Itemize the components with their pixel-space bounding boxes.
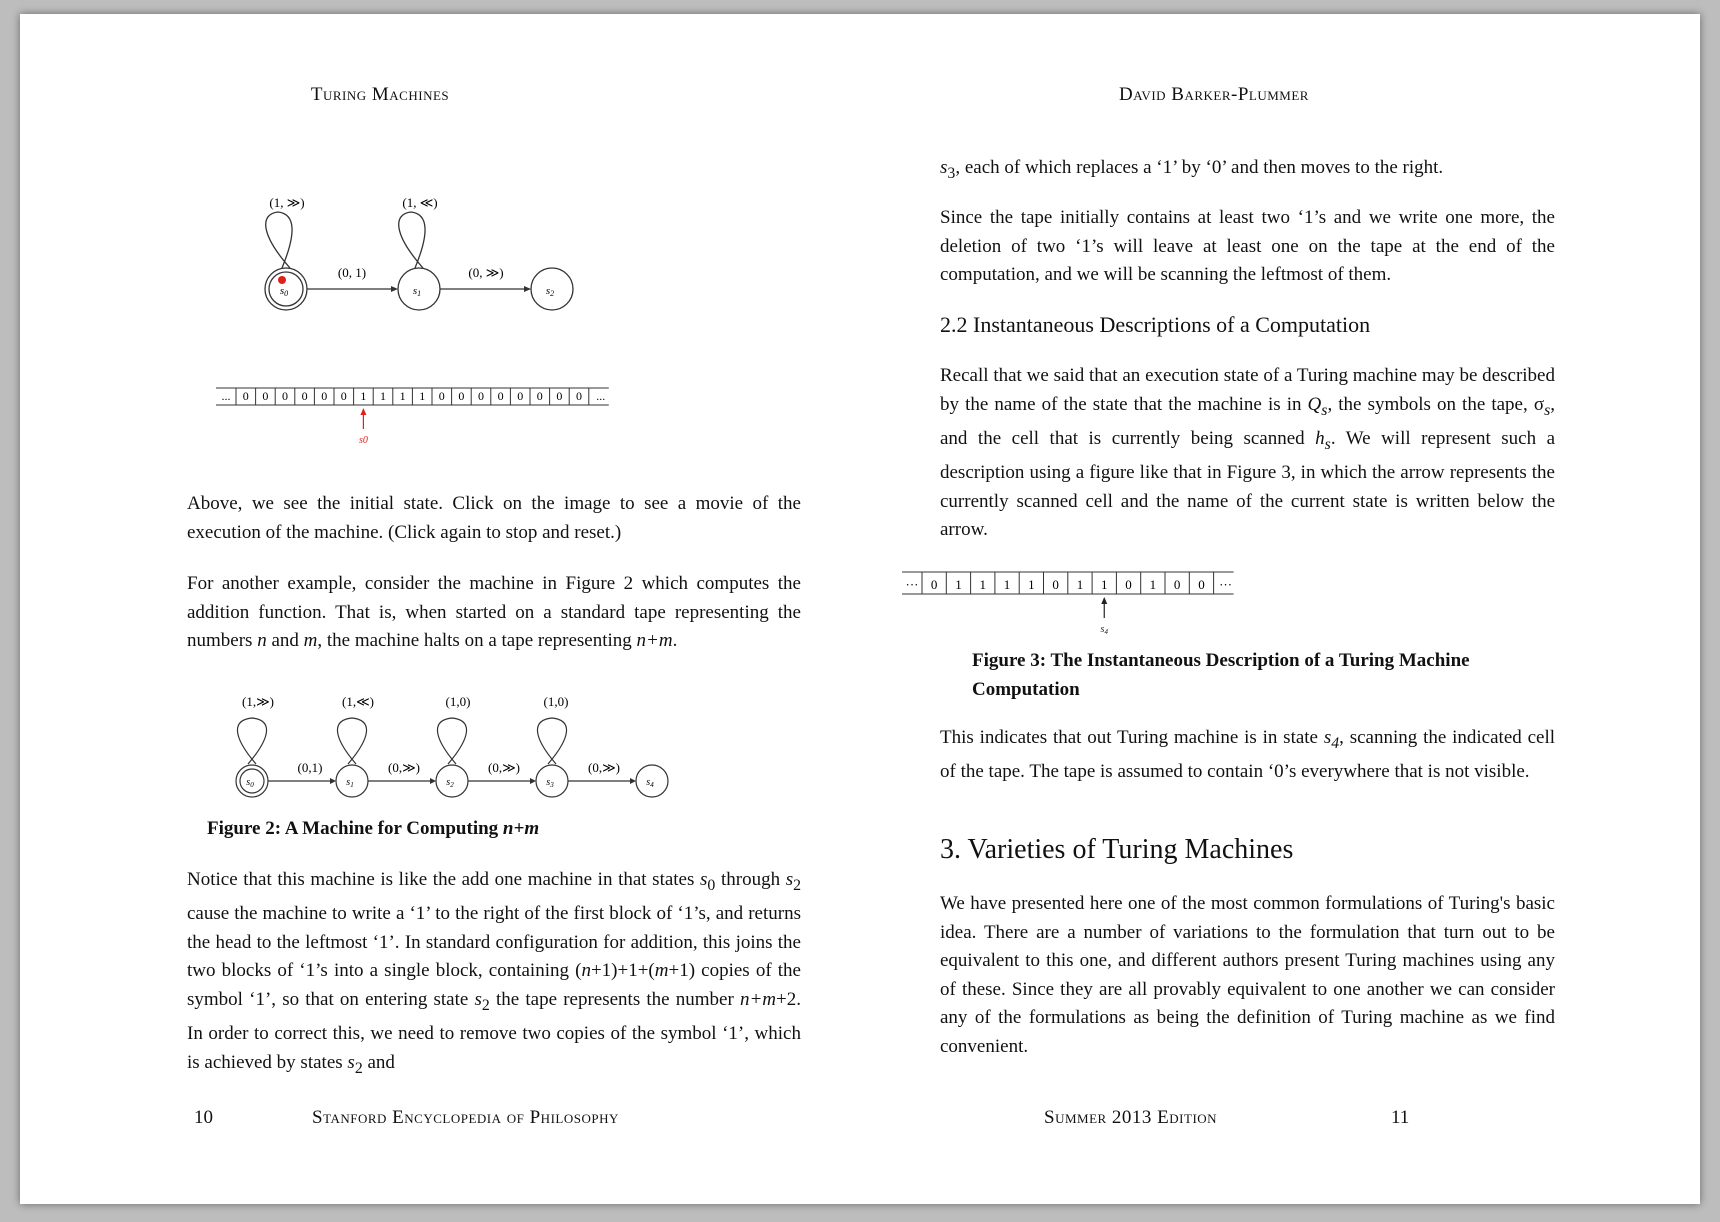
paragraph-recall: Recall that we said that an execution state of a Turing machine may be described by the name of the state that the machine is in $Q_s$, the symbols on the tape, $\sigma_s$, and the cell that is currently being scanned $h_s$. We will represent such a description using a figure like that in Figure 3, in which the arrow represents the currently scanned cell and the name of the current state is written below the arrow. <box>940 365 1556 541</box>
tape3-cell: 1 <box>1101 577 1108 592</box>
figure-3-caption: Figure 3: The Instantaneous Description of a Turing Machine Computation <box>972 650 1470 700</box>
tape1-cell: 0 <box>458 389 465 403</box>
heading-instantaneous-descriptions: 2.2 Instantaneous Descriptions of a Computation <box>940 312 1371 337</box>
running-head-right: David Barker-Plummer <box>1119 84 1309 105</box>
paragraph-notice: Notice that this machine is like the add one machine in that states $s_0$ through $s_2$ cause the machine to write a ‘1’ to the right of the first block of ‘1’s, and returns the head to the leftmost ‘1’. In standard configuration for addition, this joins the two blocks of ‘1’s into a single block, containing (n+1)+1+(m+1) copies of the symbol ‘1’, so that on entering state $s_2$ the tape represents the number n+m+2. In order to correct this, we need to remove two copies of the symbol ‘1’, which is achieved by states $s_2$ and <box>187 869 802 1077</box>
figure-3-tape <box>860 562 1700 642</box>
fig2-loop-label-1: (1,≪) <box>341 694 375 709</box>
tape1-head-label: s0 <box>358 435 368 446</box>
fig2-loop-label-2: (1,0) <box>445 694 471 709</box>
figure-1-state-diagram[interactable] <box>20 164 860 298</box>
tape3-cell: 0 <box>1173 577 1181 592</box>
svg-text:s2: $s_2$ <box>446 777 454 789</box>
fig2-transition-label-1: (0,≫) <box>387 760 421 775</box>
paragraph-formulations: We have presented here one of the most common formulations of Turing's basic idea. There are a number of variations to the formulation that turn out to be equivalent to this one, and different authors present Turing machines using any of these. Since they are all provably equivalent to one another we can consider any of the formulations as being the definition of Turing machine as we find convenient. <box>940 893 1555 1057</box>
tape1-ellipsis-left: ... <box>221 389 231 403</box>
tape3-cell: 0 <box>1198 577 1205 592</box>
paragraph-initial-state: Above, we see the initial state. Click on the image to see a movie of the execution of the machine. (Click again to stop and reset.) <box>187 493 801 543</box>
svg-text:s4: $s_4$ <box>646 777 654 789</box>
tape3-cell: 1 <box>1003 577 1011 592</box>
tape1-cell: 0 <box>321 389 328 403</box>
paragraph-tape-deletion: Since the tape initially contains at least two ‘1’s and we write one more, the deletion of two ‘1’s will leave at least one on the tape at the end of the computation, and we will be scanning the leftmost of them. <box>940 207 1555 285</box>
figure-2-caption: Figure 2: A Machine for Computing n+m <box>207 818 540 839</box>
tape1-cell: 0 <box>242 389 249 403</box>
book-spread <box>20 14 1700 1204</box>
loop-label-s0: (1, ≫) <box>269 195 305 210</box>
heading-varieties: 3. Varieties of Turing Machines <box>940 834 1294 865</box>
tape1-cell: 0 <box>262 389 269 403</box>
footer-title-right: Summer 2013 Edition <box>1044 1107 1218 1128</box>
tape3-head-arrowhead <box>1101 597 1107 604</box>
svg-text:s2: s2 <box>545 285 555 298</box>
fig2-transition-label-0: (0,1) <box>297 760 323 775</box>
state-label-s2: s <box>545 285 551 297</box>
tape1-ellipsis-right: ... <box>596 389 606 403</box>
tape1-cell: 0 <box>478 389 484 403</box>
tape3-ellipsis-left: ··· <box>905 577 919 592</box>
svg-text:s1: s1 <box>412 285 422 298</box>
svg-text:s0: $s_0$ <box>246 777 254 789</box>
tape1-cell: 1 <box>380 389 386 403</box>
right-page <box>860 14 1700 1204</box>
transition-label-s1-s2: (0, ≫) <box>468 265 504 280</box>
tape1-cell: 0 <box>438 389 445 403</box>
tape1-cell: 1 <box>360 389 367 403</box>
tape3-cell: 1 <box>1076 577 1084 592</box>
loop-s1 <box>399 212 425 268</box>
tape3-cell: 0 <box>1052 577 1059 592</box>
tape1-cell: 0 <box>556 389 563 403</box>
tape1-cell: 0 <box>497 389 504 403</box>
paragraph-state-s4: This indicates that out Turing machine is in state $s_4$, scanning the indicated cell of the tape. The tape is assumed to contain ‘0’s everywhere that is not visible. <box>940 727 1556 783</box>
figure-1-tape[interactable] <box>20 374 860 444</box>
transition-label-s0-s1: (0, 1) <box>337 265 367 280</box>
tape3-head-label: $s_4$ <box>1100 624 1108 636</box>
fig2-state-s3: s <box>546 777 551 788</box>
svg-text:s0: s0 <box>279 285 289 298</box>
tape1-cell: 0 <box>576 389 582 403</box>
tape1-cell: 0 <box>301 389 308 403</box>
tape3-cell: 1 <box>979 577 986 592</box>
state-label-s0: s <box>279 285 285 297</box>
tape3-cell: 0 <box>930 577 938 592</box>
footer-title-left: Stanford Encyclopedia of Philosophy <box>312 1107 619 1128</box>
tape1-cell: 1 <box>419 389 426 403</box>
tape3-cell: 0 <box>1125 577 1132 592</box>
left-page <box>20 14 860 1204</box>
loop-s0 <box>266 212 292 268</box>
paragraph-addition-example: For another example, consider the machine in Figure 2 which computes the addition function. That is, when started on a standard tape representing the numbers n and m, the machine halts on a tape representing n+m. <box>187 573 801 651</box>
svg-text:s3: $s_3$ <box>546 777 554 789</box>
tape1-cell: 0 <box>282 389 288 403</box>
paragraph-s3: $s_3$, each of which replaces a ‘1’ by ‘0’ and then moves to the right. <box>940 157 1444 182</box>
fig2-transition-label-3: (0,≫) <box>587 760 621 775</box>
tape1-cell: 0 <box>517 389 524 403</box>
figure-2-state-diagram <box>20 680 860 810</box>
fig2-transition-label-2: (0,≫) <box>487 760 521 775</box>
fig2-loop-label-3: (1,0) <box>543 694 569 709</box>
tape3-cell: 1 <box>1149 577 1157 592</box>
tape1-cell: 0 <box>340 389 347 403</box>
fig2-state-s2: s <box>446 777 451 788</box>
current-state-dot <box>278 276 286 284</box>
tape3-cell: 1 <box>1028 577 1035 592</box>
fig2-loop-label-0: (1,≫) <box>241 694 275 709</box>
tape1-cell: 0 <box>536 389 543 403</box>
state-label-s1: s <box>412 285 418 297</box>
loop-label-s1: (1, ≪) <box>402 195 438 210</box>
svg-text:s1: $s_1$ <box>346 777 354 789</box>
fig2-state-s4: s <box>646 777 651 788</box>
tape3-ellipsis-right: ··· <box>1219 577 1233 592</box>
tape3-cell: 1 <box>955 577 962 592</box>
running-head-left: Turing Machines <box>310 84 450 105</box>
tape1-head-arrowhead <box>360 408 366 415</box>
fig2-state-s1: s <box>346 777 351 788</box>
tape1-cell: 1 <box>399 389 406 403</box>
page-number-left: 10 <box>194 1107 213 1128</box>
page-number-right: 11 <box>1391 1107 1410 1128</box>
fig2-state-s0: s <box>246 777 251 788</box>
